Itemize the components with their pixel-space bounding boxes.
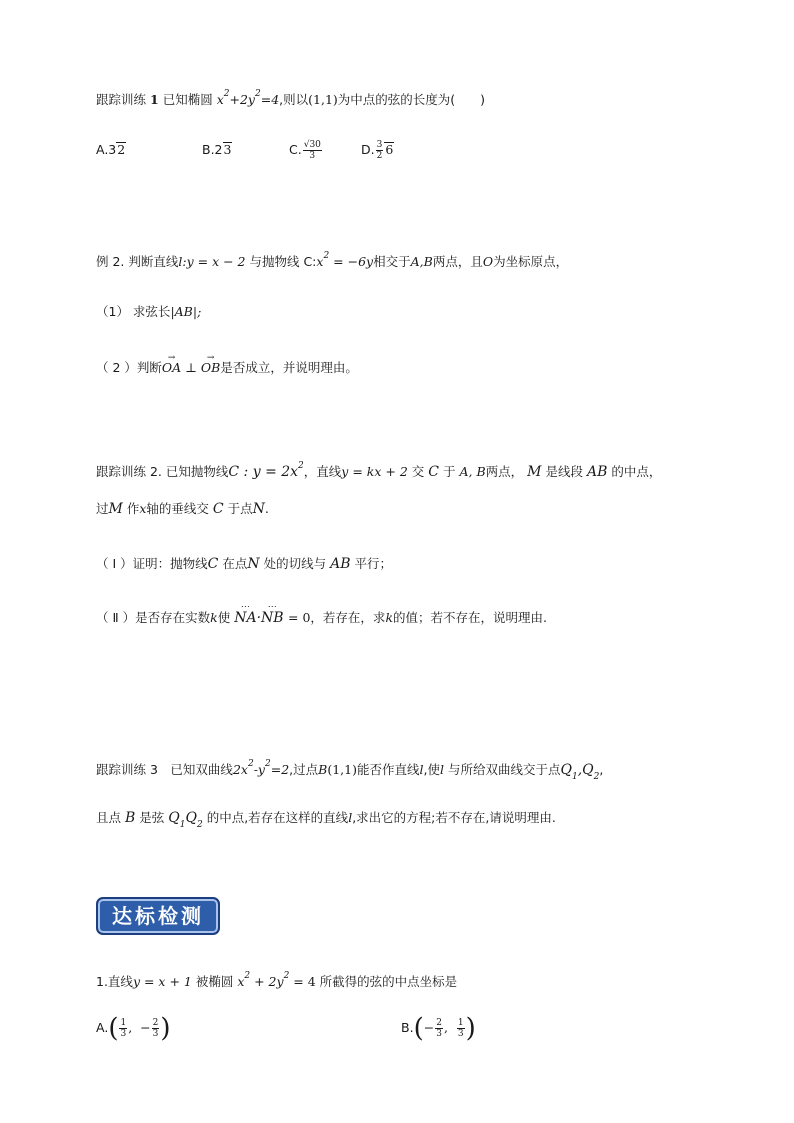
- text: .: [264, 501, 269, 516]
- line-l: l: [419, 762, 424, 777]
- text: 例 2. 判断直线: [96, 254, 179, 269]
- text: 使: [217, 610, 231, 625]
- line: y = kx + 2: [341, 464, 408, 479]
- midpoint: M: [108, 501, 123, 517]
- segment: AB: [330, 556, 351, 572]
- label: B.2: [202, 142, 223, 157]
- point-b: B(1,1): [318, 762, 357, 777]
- text: 相交于: [373, 254, 411, 269]
- vector-condition: → OA ⊥ → OB: [162, 360, 220, 375]
- text: 被椭圆: [195, 974, 234, 989]
- sqrt-2: 2: [117, 142, 126, 157]
- fraction: $\frac{1}{3}$: [120, 1018, 127, 1039]
- text: 是线段: [545, 464, 583, 479]
- tracking-2: [96, 456, 661, 482]
- text: 为坐标原点，: [493, 254, 569, 269]
- axis: x: [139, 501, 147, 516]
- text: （ Ⅰ ）证明：抛物线: [96, 556, 208, 571]
- text: ,使: [423, 762, 440, 777]
- text: 两点，且: [432, 254, 483, 269]
- text: 为中点的弦的长度为( ): [337, 92, 486, 107]
- text: 处的切线与: [263, 556, 327, 571]
- text: ,则以: [279, 92, 309, 107]
- points: A, B: [459, 464, 486, 479]
- label: C.: [289, 142, 302, 157]
- points: A,B: [410, 254, 433, 269]
- line-l: l: [439, 762, 444, 777]
- example-2: [96, 246, 568, 272]
- text: 且点: [96, 810, 122, 825]
- chord: |AB|;: [170, 304, 202, 319]
- equation: $x^2+2y^2=4$: [216, 89, 280, 107]
- curve: C: [428, 464, 439, 480]
- tracking-2-part-1: [96, 554, 392, 574]
- text: 与抛物线 C:: [245, 254, 317, 269]
- text: 轴的垂线交: [146, 501, 209, 516]
- section-badge: 达标检测: [96, 897, 220, 935]
- tracking-1-question: [96, 84, 485, 110]
- option-a[interactable]: [96, 140, 126, 160]
- label: 跟踪训练: [96, 92, 147, 107]
- text: 在点: [222, 556, 248, 571]
- text: 跟踪训练 3 已知双曲线: [96, 762, 233, 777]
- origin: O: [482, 254, 494, 269]
- text: （ Ⅱ ）是否存在实数: [96, 610, 211, 625]
- option-b[interactable]: [202, 140, 232, 160]
- text: 能否作直线: [356, 762, 420, 777]
- text: 与所给双曲线交于点: [447, 762, 561, 777]
- point: (1,1): [308, 92, 338, 107]
- text: ，直线: [303, 464, 342, 479]
- option-a[interactable]: A.( $\frac{1}{3}$ , − $\frac{2}{3}$ ): [96, 1013, 171, 1044]
- tracking-2-cont: [96, 499, 269, 519]
- text: 的值；若不存在，说明理由.: [393, 610, 547, 625]
- text: ,过点: [289, 762, 319, 777]
- label: D.: [361, 142, 375, 157]
- tracking-3: [96, 754, 603, 787]
- tracking-2-part-2: [96, 608, 547, 628]
- example-2-part-1: [96, 302, 201, 322]
- chord-q: $Q_1Q_2$: [168, 810, 203, 830]
- line-equation: l:y = x − 2: [178, 254, 246, 269]
- text: （ 2 ）判断: [96, 360, 162, 375]
- text: 跟踪训练 2. 已知抛物线: [96, 464, 229, 479]
- fraction: $\frac{2}{3}$: [436, 1018, 442, 1039]
- line: y = x + 1: [132, 974, 192, 989]
- text: ，若存在，求: [310, 610, 386, 625]
- text: 是弦: [139, 810, 165, 825]
- k: k: [385, 610, 394, 625]
- point-n: N: [247, 556, 260, 572]
- dot-product: ⋯ NA·⋯ NB = 0: [234, 610, 310, 626]
- quiz-1: [96, 966, 457, 992]
- text: 是否成立，并说明理由。: [220, 360, 358, 375]
- text: 的中点,若存在这样的直线: [206, 810, 349, 825]
- text: 平行；: [354, 556, 392, 571]
- option-d[interactable]: [361, 140, 394, 161]
- fraction: $\frac{1}{3}$: [457, 1018, 464, 1039]
- text: 过: [96, 501, 109, 516]
- option-b[interactable]: B.(− $\frac{2}{3}$ , $\frac{1}{3}$ ): [401, 1013, 476, 1044]
- text: 交: [411, 464, 425, 479]
- text: （1） 求弦长: [96, 304, 171, 319]
- point-n: N: [252, 501, 265, 517]
- text: 的中点，: [611, 464, 662, 479]
- line-l: l: [348, 810, 353, 825]
- sqrt-3: 3: [223, 142, 232, 157]
- text: 作: [126, 501, 140, 516]
- curve: C: [207, 556, 219, 572]
- k: k: [210, 610, 218, 625]
- text: 于: [442, 464, 456, 479]
- text: 1.直线: [96, 974, 133, 989]
- parabola: C : $y = 2x^2$: [228, 461, 304, 480]
- segment: AB: [586, 464, 608, 480]
- label: A.: [96, 1020, 109, 1035]
- fraction: $\frac{3}{2}$: [376, 140, 383, 161]
- parabola-equation: $x^2 = -6y$: [316, 251, 374, 269]
- label: B.: [401, 1020, 414, 1035]
- points-q: $Q_1,Q_2$: [560, 762, 600, 782]
- text: 已知椭圆: [162, 92, 213, 107]
- fraction: $\frac{√30}{3}$: [303, 140, 321, 161]
- text: 所截得的弦的中点坐标是: [319, 974, 458, 989]
- midpoint: M: [527, 464, 542, 480]
- text: 两点，: [485, 464, 524, 479]
- number: 1: [150, 92, 159, 107]
- fraction: $\frac{2}{3}$: [152, 1018, 159, 1039]
- text: ,求出它的方程;若不存在,请说明理由.: [352, 810, 556, 825]
- text: ,: [599, 762, 604, 777]
- curve: C: [212, 501, 224, 517]
- example-2-part-2: [96, 358, 358, 378]
- tracking-3-cont: [96, 808, 556, 835]
- text: 于点: [227, 501, 253, 516]
- sqrt-6: 6: [385, 142, 394, 157]
- label: A.3: [96, 142, 117, 157]
- option-c[interactable]: [289, 140, 323, 161]
- hyperbola: $2x^2-y^2=2$: [232, 759, 290, 777]
- point-b: B: [125, 810, 136, 826]
- ellipse: $x^2 + 2y^2 = 4$: [237, 971, 316, 989]
